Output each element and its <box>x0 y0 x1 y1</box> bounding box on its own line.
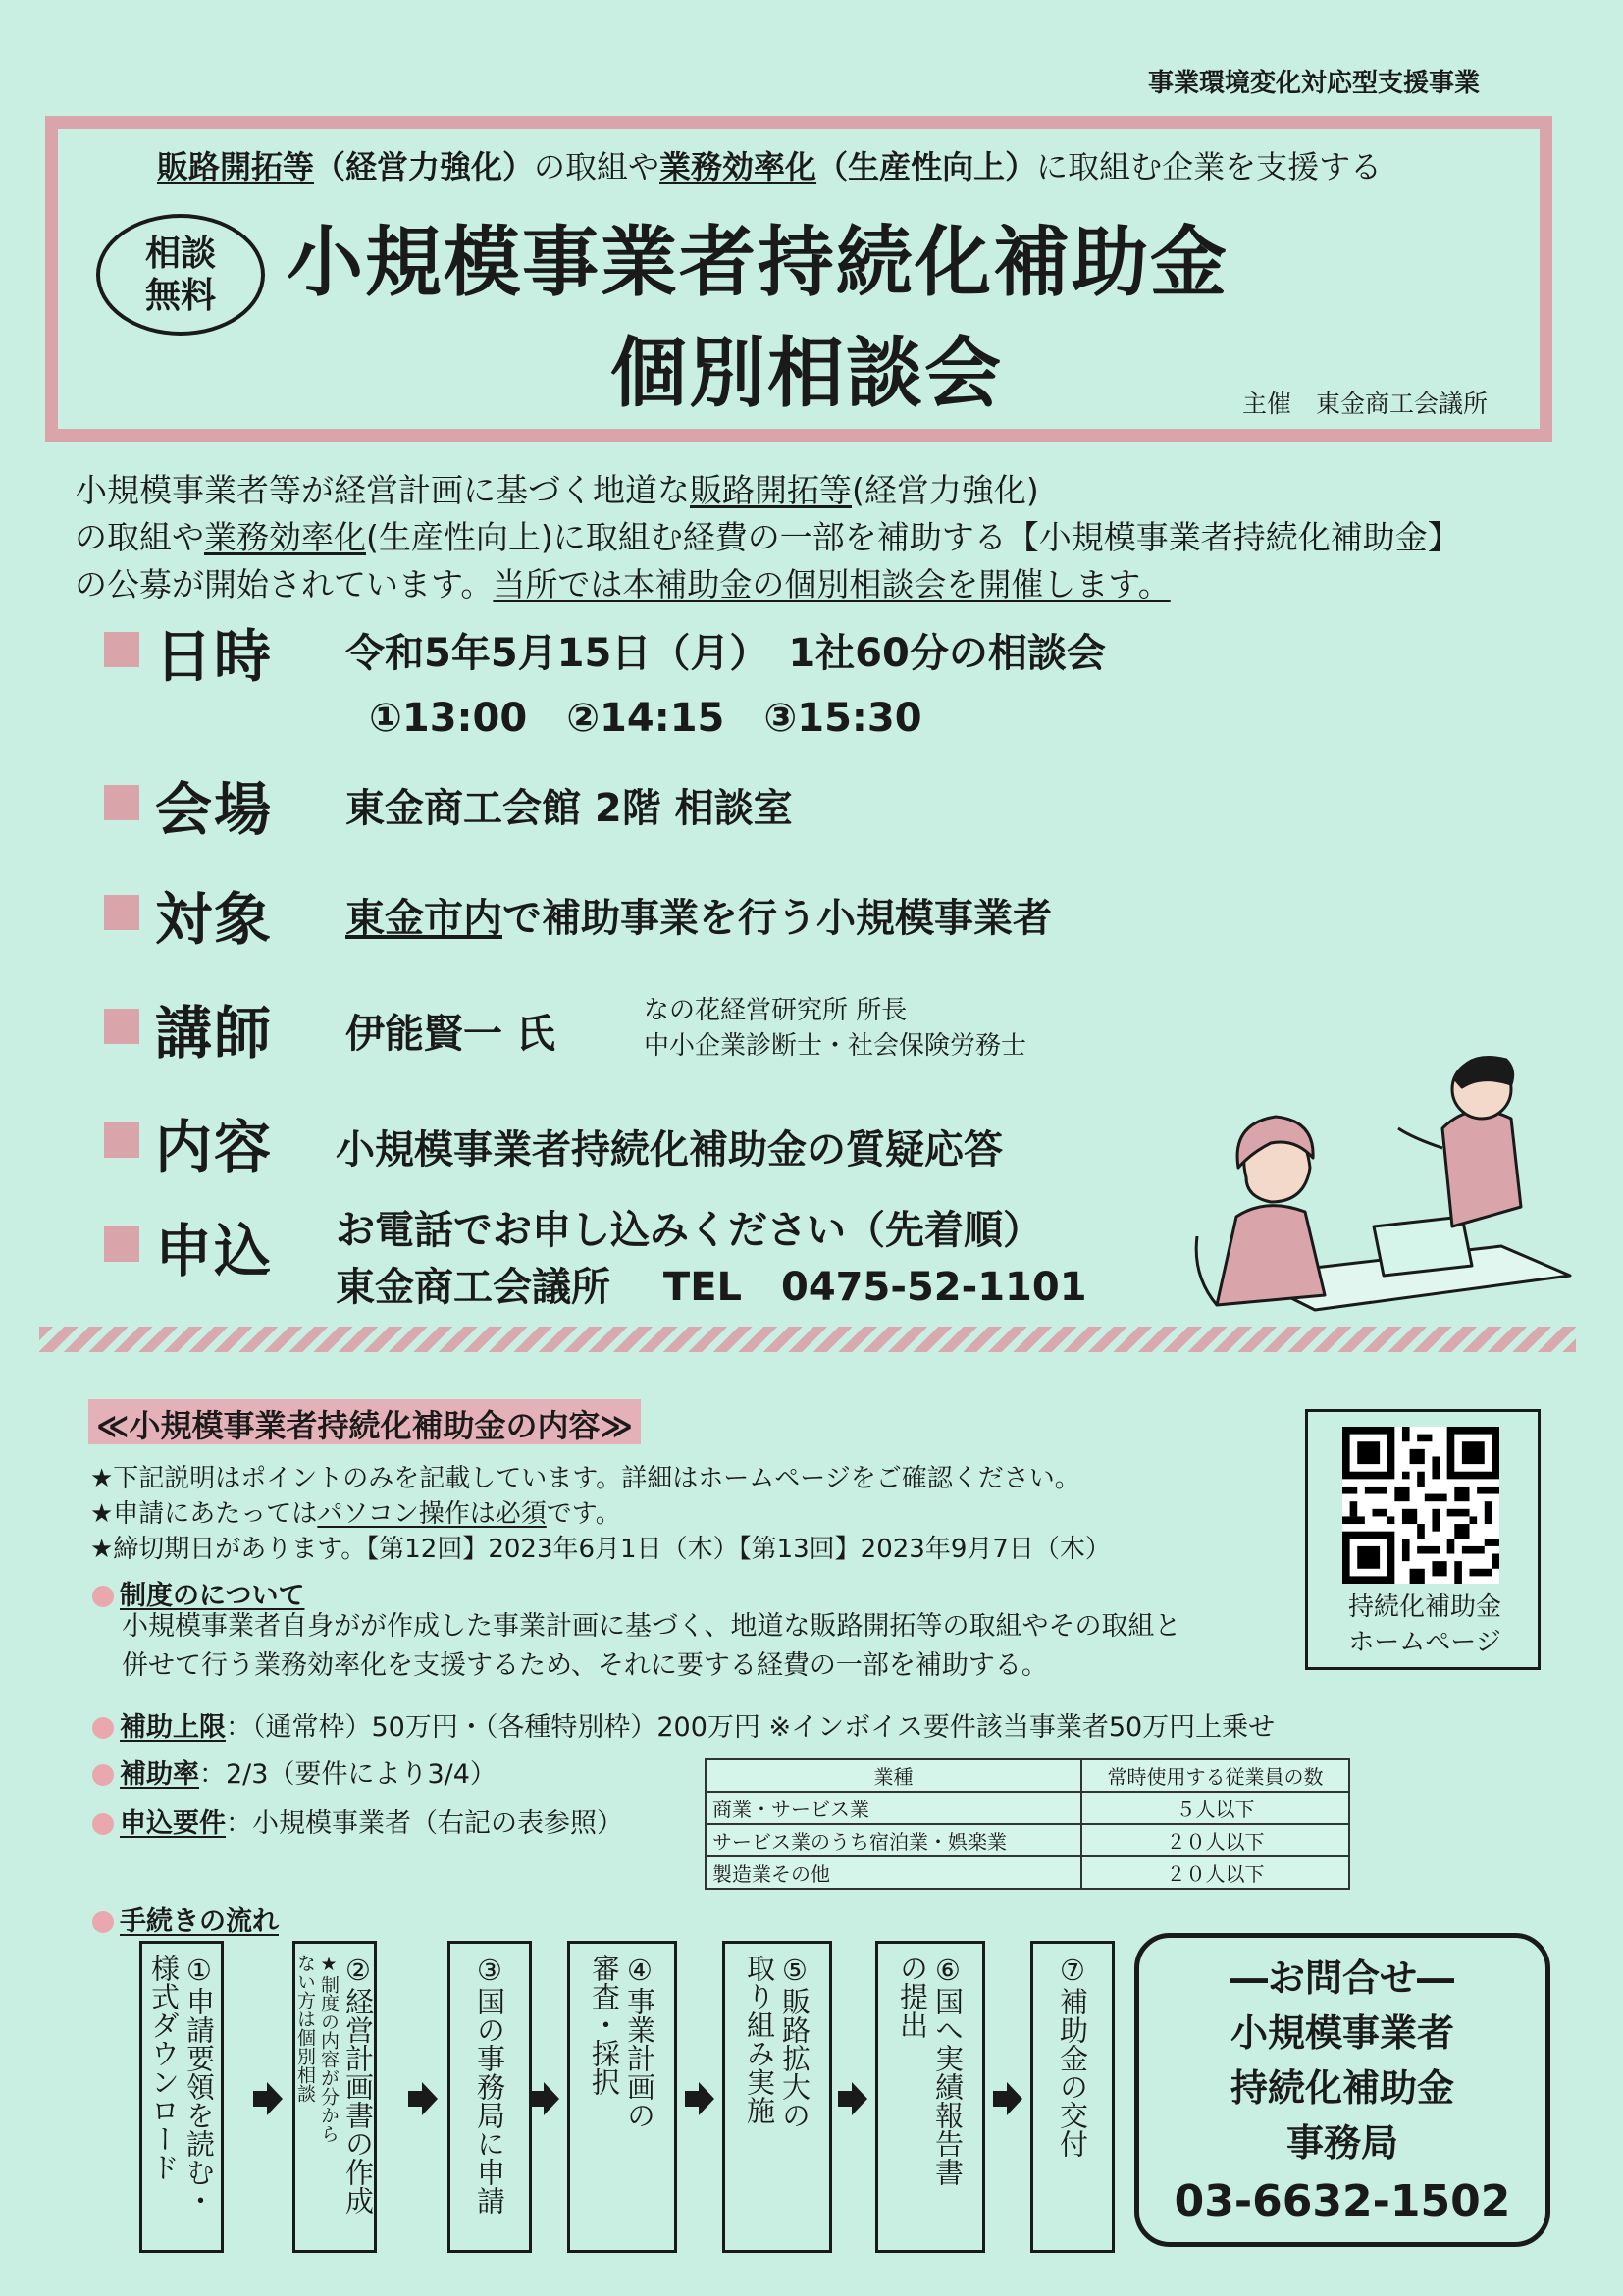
session-times: ①13:00 ②14:15 ③15:30 <box>369 696 922 741</box>
table-cell: サービス業のうち宿泊業・娯楽業 <box>706 1824 1081 1856</box>
contact-heading: ―お問合せ― <box>1230 1957 1454 2000</box>
table-cell: ２０人以下 <box>1081 1824 1349 1856</box>
system-heading: 制度のについて <box>92 1574 304 1612</box>
section-title: ≪小規模事業者持続化補助金の内容≫ <box>88 1399 641 1444</box>
qr-caption: 持続化補助金 ホームページ <box>1347 1592 1501 1657</box>
table-header: 常時使用する従業員の数 <box>1081 1759 1349 1792</box>
apply-line1: お電話でお申し込みください（先着順） <box>336 1208 1042 1253</box>
limit-row: 補助上限：（通常枠）50万円・（各種特別枠）200万円 ※インボイス要件該当事業者50万円上乗せ <box>92 1705 1275 1744</box>
content-value: 小規模事業者持続化補助金の質疑応答 <box>336 1127 1003 1173</box>
qr-code-icon[interactable] <box>1342 1427 1499 1584</box>
target-value: 東金市内で補助事業を行う小規模事業者 <box>345 896 1052 941</box>
arrow-right-icon <box>993 2082 1022 2115</box>
venue-value: 東金商工会館 2階 相談室 <box>345 786 793 831</box>
bullet-square-icon <box>104 1226 139 1262</box>
flow-step-3: ③国の事務局に申請 <box>447 1941 532 2253</box>
organizer: 主催 東金商工会議所 <box>1242 390 1489 418</box>
flow-step-6: ⑥国へ実績報告書 の提出 <box>875 1941 985 2253</box>
target-label: 対象 <box>155 886 274 953</box>
bullet-square-icon <box>104 785 139 820</box>
flow-step-2: ②経営計画書の作成 ★制度の内容が分から ない方は個別相談 <box>292 1941 377 2253</box>
apply-line2: 東金商工会議所 TEL 0475-52-1101 <box>336 1265 1087 1310</box>
flow-step-7: ⑦補助金の交付 <box>1030 1941 1115 2253</box>
arrow-right-icon <box>685 2082 714 2115</box>
section-divider <box>39 1327 1576 1352</box>
content-label: 内容 <box>155 1114 274 1180</box>
contact-box <box>1134 1933 1550 2247</box>
table-cell: ２０人以下 <box>1081 1856 1349 1889</box>
flow-step-1: ①申請要領を読む・ 様式ダウンロード <box>139 1941 224 2253</box>
rate-row: 補助率：2/3（要件により3/4） <box>92 1752 497 1791</box>
requirement-row: 申込要件：小規模事業者（右記の表参照） <box>92 1801 623 1840</box>
flow-heading: 手続きの流れ <box>92 1900 279 1938</box>
table-row <box>706 1824 1349 1856</box>
table-cell: 商業・サービス業 <box>706 1792 1081 1824</box>
free-consultation-badge: 相談 無料 <box>96 214 265 336</box>
system-body: 小規模事業者自身がが作成した事業計画に基づく、地道な販路開拓等の取組やその取組と 併せて行う業務効率化を支援するため、それに要する経費の一部を補助する。 <box>122 1611 1181 1681</box>
page-title-line2: 個別相談会 <box>610 330 1004 418</box>
note-2: ★申請にあたってはパソコン操作は必須です。 <box>90 1499 621 1529</box>
lecturer-label: 講師 <box>155 1000 274 1067</box>
arrow-right-icon <box>253 2082 283 2115</box>
table-header: 業種 <box>706 1759 1081 1792</box>
arrow-right-icon <box>408 2082 438 2115</box>
bullet-square-icon <box>104 1122 139 1158</box>
lecturer-name: 伊能賢一 氏 <box>345 1012 555 1057</box>
arrow-right-icon <box>838 2082 867 2115</box>
lecturer-title: なの花経営研究所 所長 中小企業診断士・社会保険労務士 <box>644 996 1027 1061</box>
flow-step-5: ⑤販路拡大の 取り組み実施 <box>722 1941 832 2253</box>
contact-line3: 事務局 <box>1285 2121 1398 2165</box>
contact-line2: 持続化補助金 <box>1230 2066 1454 2110</box>
bullet-square-icon <box>104 895 139 930</box>
venue-label: 会場 <box>155 776 274 843</box>
contact-line1: 小規模事業者 <box>1230 2011 1454 2055</box>
table-row <box>706 1792 1349 1824</box>
note-3: ★締切期日があります。【第12回】2023年6月1日（木）【第13回】2023年9月7日（木） <box>90 1535 1111 1564</box>
arrow-right-icon <box>530 2082 559 2115</box>
page-title-line1: 小規模事業者持続化補助金 <box>287 219 1230 307</box>
table-row <box>706 1856 1349 1889</box>
header-tagline: 販路開拓等（経営力強化）の取組や業務効率化（生産性向上）に取組む企業を支援する <box>157 148 1383 185</box>
date-value: 令和5年5月15日（月） 1社60分の相談会 <box>345 631 1106 676</box>
table-cell: 製造業その他 <box>706 1856 1081 1889</box>
note-1: ★下記説明はポイントのみを記載しています。詳細はホームページをご確認ください。 <box>90 1464 1080 1493</box>
employee-table <box>705 1758 1350 1890</box>
table-cell: ５人以下 <box>1081 1792 1349 1824</box>
bullet-square-icon <box>104 1009 139 1044</box>
bullet-square-icon <box>104 632 139 667</box>
contact-phone[interactable]: 03-6632-1502 <box>1174 2176 1511 2226</box>
table-header-row <box>706 1759 1349 1792</box>
consultation-illustration <box>1178 1030 1580 1315</box>
apply-label: 申込 <box>155 1218 274 1284</box>
date-label: 日時 <box>155 623 274 690</box>
intro-paragraph: 小規模事業者等が経営計画に基づく地道な販路開拓等(経営力強化) の取組や業務効率化(生産性向上)に取組む経費の一部を補助する【小規模事業者持続化補助金】 の公募が開始されています。当所では本補助金の個別相談会を開催します。 <box>75 471 1460 603</box>
program-name: 事業環境変化対応型支援事業 <box>1148 69 1481 98</box>
flow-step-4: ④事業計画の 審査・採択 <box>567 1941 677 2253</box>
